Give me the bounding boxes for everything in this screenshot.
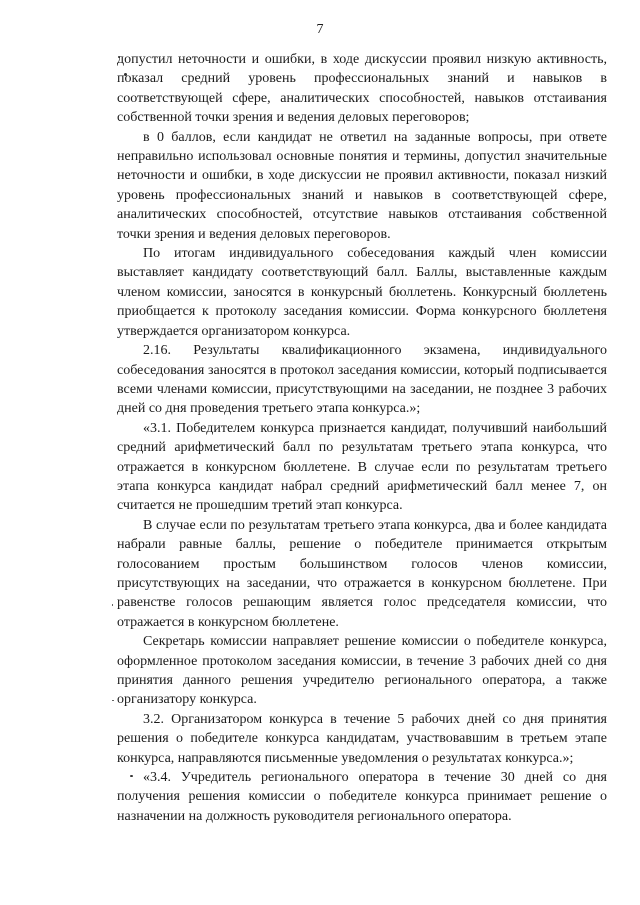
paragraph: 2.16. Результаты квалификационного экзамена, индивидуального собеседования заносятся в протокол заседания комиссии, который подписывается всеми членами комиссии, присутствующими на заседании, не позднее 3 рабочих дней со дня проведения третьего этапа конкурса.»; — [117, 343, 607, 417]
paragraph: «3.1. Победителем конкурса признается кандидат, получивший наибольший средний арифметический балл по результатам третьего этапа конкурса, что отражается в конкурсном бюллетене. В случае если по результатам третьего этапа конкурса кандидат набрал средний арифметический балл менее 7, он считается не прошедшим третий этап конкурса. — [117, 420, 607, 514]
page-number: 7 — [316, 22, 324, 37]
paragraph: 3.2. Организатором конкурса в течение 5 рабочих дней со дня принятия решения о победителе конкурса кандидатам, участвовавшим в третьем этапе конкурса, направляются письменные уведомления о результатах конкурса.»; — [117, 711, 607, 766]
scan-speck — [112, 604, 113, 606]
paragraph: в 0 баллов, если кандидат не ответил на заданные вопросы, при ответе неправильно использовал основные понятия и термины, допустил значительные неточности и ошибки, в ходе дискуссии не проявил активности, показал низкий уровень профессиональных знаний и навыков в соответствующей сфере, аналитических способностей, отсутствие навыков отстаивания собственной точки зрения и ведения деловых переговоров. — [117, 129, 607, 242]
document-body — [117, 50, 607, 826]
scan-speck — [112, 700, 114, 701]
paragraph: «3.4. Учредитель регионального оператора в течение 30 дней со дня получения решения комиссии о победителе конкурса принимает решение о назначении на должность руководителя регионального оператора. — [117, 770, 607, 824]
paragraph: допустил неточности и ошибки, в ходе дискуссии проявил низкую активность, показал средний уровень профессиональных знаний и навыков в соответствующей сфере, аналитических способностей, навыков отстаивания собственной точки зрения и ведения деловых переговоров; — [117, 52, 607, 126]
paragraph: По итогам индивидуального собеседования каждый член комиссии выставляет кандидату соответствующий балл. Баллы, выставленные каждым членом комиссии, заносятся в конкурсный бюллетень. Конкурсный бюллетень приобщается к протоколу заседания комиссии. Форма конкурсного бюллетеня утверждается организатором конкурса. — [117, 246, 607, 339]
paragraph: Секретарь комиссии направляет решение комиссии о победителе конкурса, оформленное протоколом заседания комиссии, в течение 3 рабочих дней со дня принятия данного решения учредителю регионального оператора, а также организатору конкурса. — [117, 634, 607, 708]
paragraph: В случае если по результатам третьего этапа конкурса, два и более кандидата набрали равные баллы, решение о победителе принимается открытым голосованием простым большинством голосов членов комиссии, присутствующих на заседании, что отражается в конкурсном бюллетене. При равенстве голосов решающим является голос председателя комиссии, что отражается в конкурсном бюллетене. — [117, 517, 607, 630]
